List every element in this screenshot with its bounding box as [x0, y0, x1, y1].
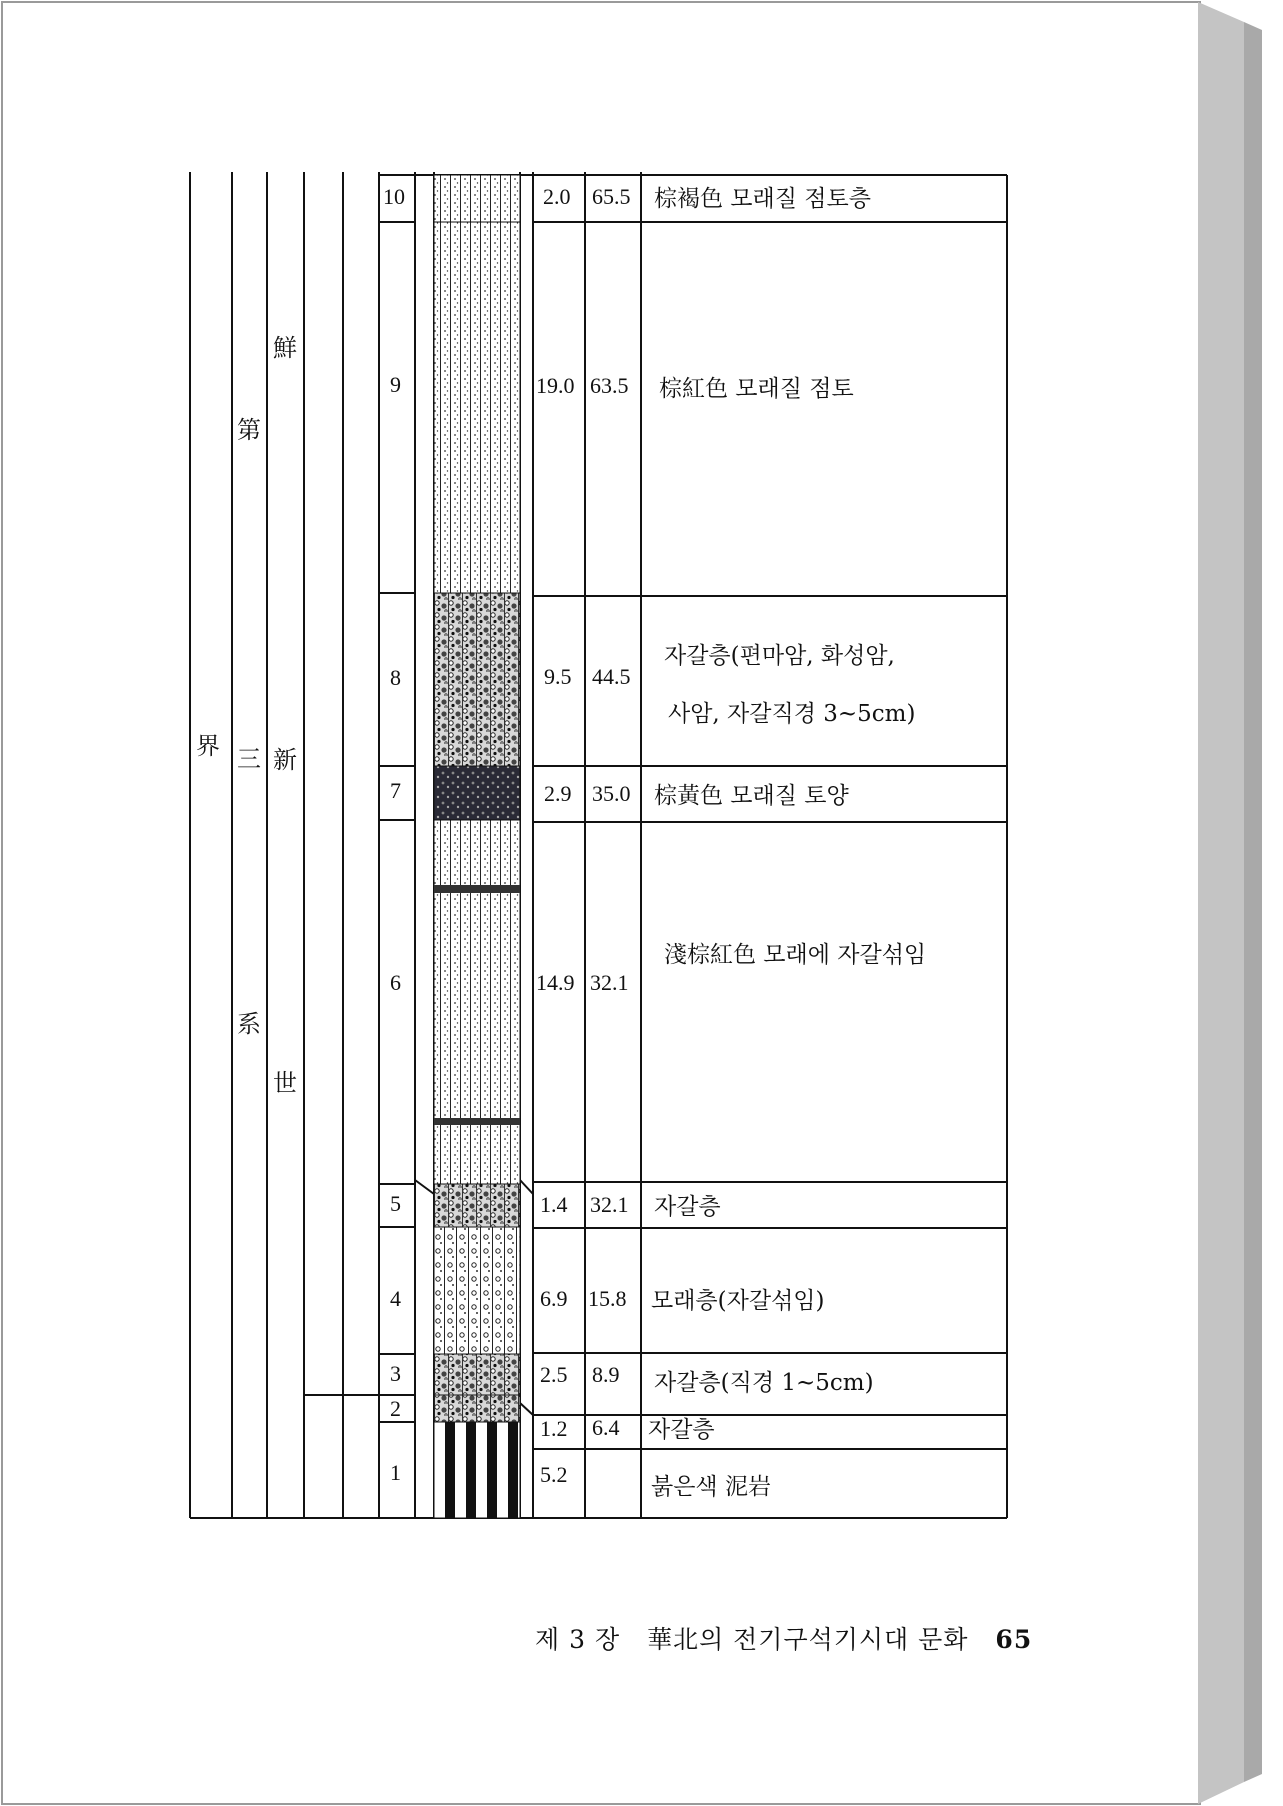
layer-number: 6: [390, 970, 401, 995]
layer-depth: 32.1: [590, 970, 629, 995]
layer-number: 3: [390, 1361, 401, 1386]
litho-layer-2: [434, 1395, 520, 1422]
layer-description: 棕紅色 모래질 점토: [659, 376, 854, 402]
layer-number: 1: [390, 1460, 401, 1485]
layer-number: 2: [390, 1396, 401, 1421]
layer-thickness: 5.2: [540, 1462, 568, 1487]
layer-thickness: 1.4: [540, 1192, 568, 1217]
layer-thickness: 9.5: [544, 664, 572, 689]
layer-thickness: 2.0: [543, 184, 571, 209]
layer-depth: 65.5: [592, 184, 631, 209]
layer-description: 붉은색 泥岩: [651, 1474, 771, 1500]
litho-layer-3: [434, 1354, 520, 1395]
litho-gravel-band-1: [434, 885, 520, 893]
layer-depth: 6.4: [592, 1415, 620, 1440]
layer-depth: 35.0: [592, 781, 631, 806]
litho-layer-1: [434, 1422, 520, 1518]
layer-depth: 8.9: [592, 1362, 620, 1387]
page-footer: [535, 1620, 1032, 1656]
series-char-2: 新: [273, 746, 297, 774]
layer-thickness: 2.9: [544, 781, 572, 806]
series-char-3: 世: [273, 1069, 297, 1097]
system-char-1: 第: [237, 416, 261, 444]
layer-description: 자갈층(직경 1~5cm): [654, 1370, 874, 1396]
layer-number: 7: [390, 778, 401, 803]
layer-thickness: 19.0: [536, 373, 575, 398]
page-number: 65: [995, 1625, 1033, 1654]
litho-layer-5: [434, 1184, 520, 1227]
litho-layer-7: [434, 766, 520, 820]
lithology-column: [434, 175, 520, 1518]
layer-thickness: 2.5: [540, 1362, 568, 1387]
layer-thickness: 1.2: [540, 1416, 568, 1441]
layer-depth: 63.5: [590, 373, 629, 398]
litho-layer-9: [434, 222, 520, 593]
layer-number: 9: [390, 372, 401, 397]
chapter-label: 제 3 장: [535, 1625, 621, 1654]
litho-gravel-band-2: [434, 1118, 520, 1125]
layer-number: 4: [390, 1286, 401, 1311]
litho-layer-6: [434, 820, 520, 1184]
layer-number: 8: [390, 665, 401, 690]
layer-number: 10: [383, 184, 405, 209]
layer-thickness: 14.9: [536, 970, 575, 995]
series-char-1: 鮮: [273, 334, 297, 362]
litho-layer-8: [434, 593, 520, 766]
litho-layer-4: [434, 1227, 520, 1354]
layer-number: 5: [390, 1191, 401, 1216]
layer-depth: 15.8: [588, 1286, 627, 1311]
layer-description: 棕黃色 모래질 토양: [654, 783, 849, 809]
layer-description: 모래층(자갈섞임): [651, 1288, 825, 1314]
layer-description: 자갈층(편마암, 화성암,: [664, 643, 895, 669]
layer-description: 자갈층: [648, 1417, 715, 1443]
layer-description: 棕褐色 모래질 점토층: [654, 186, 871, 212]
layer-depth: 44.5: [592, 664, 631, 689]
litho-layer-10: [434, 175, 520, 222]
era-label: 界: [196, 732, 220, 760]
layer-depth: 32.1: [590, 1192, 629, 1217]
layer-thickness: 6.9: [540, 1286, 568, 1311]
chapter-title: 華北의 전기구석기시대 문화: [647, 1625, 969, 1654]
system-char-3: 系: [237, 1010, 261, 1038]
layer-description: 자갈층: [654, 1194, 721, 1220]
layer-description: 淺棕紅色 모래에 자갈섞임: [664, 942, 927, 968]
system-char-2: 三: [237, 745, 261, 773]
layer-description-line-2: 사암, 자갈직경 3~5cm): [668, 701, 916, 727]
